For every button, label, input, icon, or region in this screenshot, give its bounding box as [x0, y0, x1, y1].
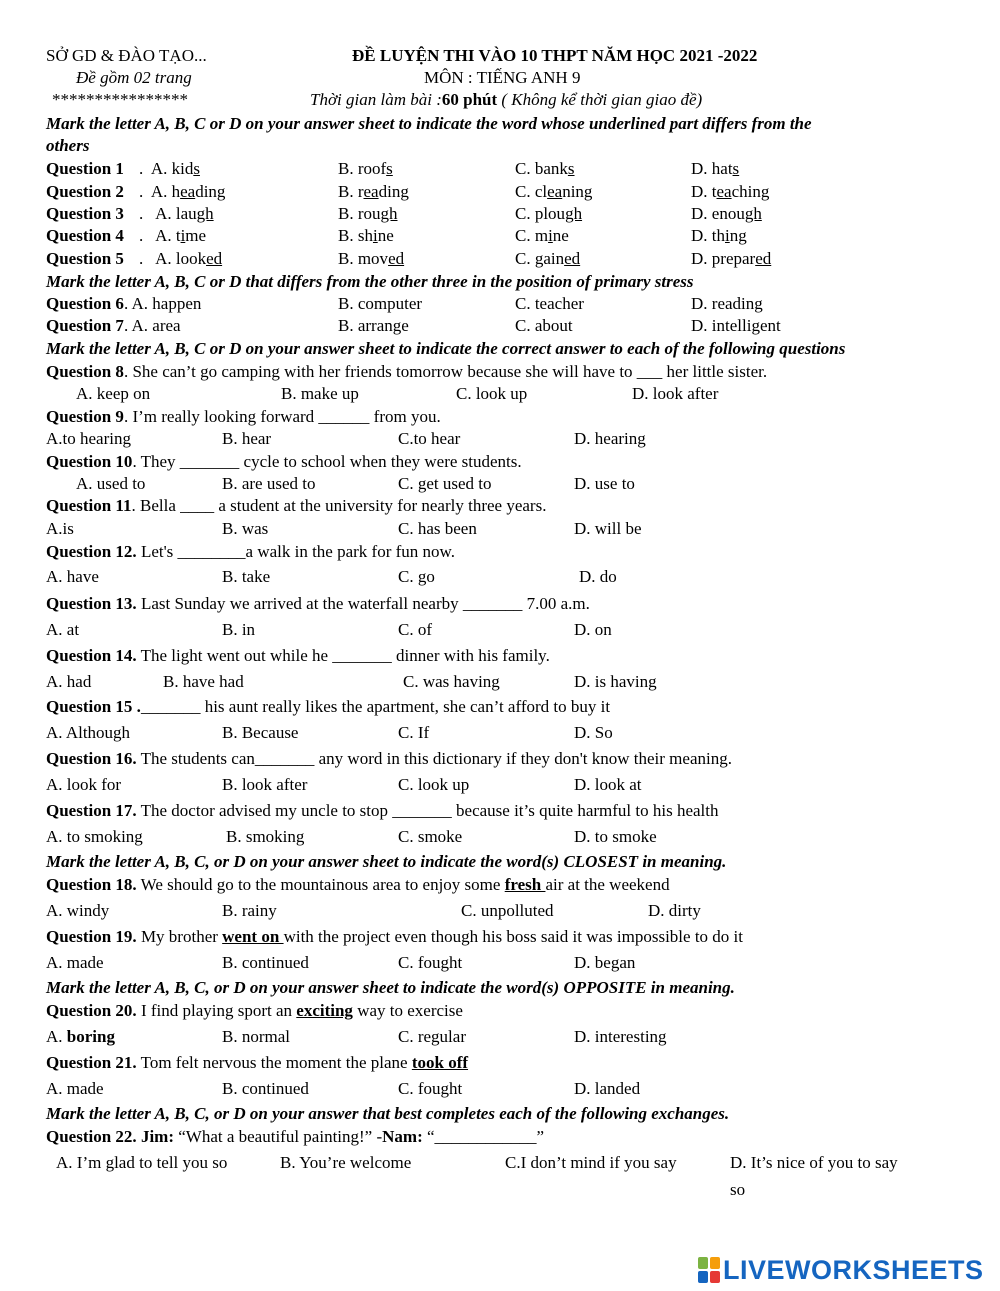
header-pages: Đề gồm 02 trang — [76, 68, 192, 87]
question-14-option-a[interactable]: A. had — [46, 672, 92, 691]
question-9-option-d[interactable]: D. hearing — [574, 429, 646, 448]
question-21-option-d[interactable]: D. landed — [574, 1079, 641, 1098]
question-17-stem: Question 17. The doctor advised my uncle to stop _______ because it’s quite harmful to his health — [46, 801, 719, 820]
question-20-option-c[interactable]: C. regular — [398, 1027, 466, 1046]
question-17-option-d[interactable]: D. to smoke — [574, 827, 657, 846]
question-7-option-b[interactable]: B. arrange — [338, 316, 409, 335]
question-10-option-b[interactable]: B. are used to — [222, 474, 316, 493]
question-10-option-c[interactable]: C. get used to — [398, 474, 492, 493]
question-4-option-d[interactable]: D. thing — [691, 226, 747, 245]
question-8-option-b[interactable]: B. make up — [281, 384, 359, 403]
question-1-option-a[interactable]: . A. kids — [139, 159, 200, 178]
question-15-stem: Question 15 ._______ his aunt really likes the apartment, she can’t afford to buy it — [46, 697, 611, 716]
question-9-option-c[interactable]: C.to hear — [398, 429, 461, 448]
question-11-option-d[interactable]: D. will be — [574, 519, 642, 538]
question-1-option-b[interactable]: B. roofs — [338, 159, 393, 178]
exam-title: ĐỀ LUYỆN THI VÀO 10 THPT NĂM HỌC 2021 -2022 — [352, 46, 758, 65]
question-16-stem: Question 16. The students can_______ any word in this dictionary if they don't know their meaning. — [46, 749, 732, 768]
question-22-option-b[interactable]: B. You’re welcome — [280, 1153, 412, 1172]
question-1-label: Question 1 — [46, 159, 124, 178]
question-11-option-b[interactable]: B. was — [222, 519, 269, 538]
question-8-option-a[interactable]: A. keep on — [76, 384, 151, 403]
question-7-option-d[interactable]: D. intelligent — [691, 316, 781, 335]
question-17-option-b[interactable]: B. smoking — [226, 827, 305, 846]
question-18-keyword: fresh — [504, 875, 546, 894]
question-12-option-a[interactable]: A. have — [46, 567, 99, 586]
question-19-keyword: went on — [222, 927, 284, 946]
question-22-option-a[interactable]: A. I’m glad to tell you so — [56, 1153, 228, 1172]
question-11-stem: Question 11. Bella ____ a student at the university for nearly three years. — [46, 496, 547, 515]
question-3-option-c[interactable]: C. plough — [515, 204, 583, 223]
question-22-option-d-cont[interactable]: so — [730, 1180, 746, 1199]
section-2-instruction: Mark the letter A, B, C or D that differs from the other three in the position of primary stress — [46, 272, 694, 291]
question-1-option-d[interactable]: D. hats — [691, 159, 740, 178]
question-22-stem: Question 22. Jim: “What a beautiful painting!” -Nam: “____________” — [46, 1127, 545, 1146]
question-20-option-a[interactable]: A. boring — [46, 1027, 115, 1046]
question-10-option-d[interactable]: D. use to — [574, 474, 635, 493]
question-12-option-d[interactable]: D. do — [579, 567, 617, 586]
question-14-stem: Question 14. The light went out while he _______ dinner with his family. — [46, 646, 550, 665]
question-21-option-c[interactable]: C. fought — [398, 1079, 463, 1098]
question-2-option-c[interactable]: C. cleaning — [515, 182, 593, 201]
header-dept: SỞ GD & ĐÀO TẠO... — [46, 46, 207, 65]
question-3-option-b[interactable]: B. rough — [338, 204, 398, 223]
question-10-stem: Question 10. They _______ cycle to school when they were students. — [46, 452, 522, 471]
question-5-option-b[interactable]: B. moved — [338, 249, 405, 268]
question-9-option-b[interactable]: B. hear — [222, 429, 272, 448]
question-12-stem: Question 12. Let's ________a walk in the park for fun now. — [46, 542, 455, 561]
question-8-stem: Question 8. She can’t go camping with her friends tomorrow because she will have to ___ her little sister. — [46, 362, 768, 381]
question-11-option-c[interactable]: C. has been — [398, 519, 477, 538]
question-19-stem: Question 19. My brother went on with the project even though his boss said it was impossible to do it — [46, 927, 743, 946]
question-3-option-d[interactable]: D. enough — [691, 204, 762, 223]
question-20-keyword: exciting — [296, 1001, 353, 1020]
question-15-option-a[interactable]: A. Although — [46, 723, 131, 742]
question-13-stem: Question 13. Last Sunday we arrived at the waterfall nearby _______ 7.00 a.m. — [46, 594, 590, 613]
question-20-stem: Question 20. I find playing sport an exciting way to exercise — [46, 1001, 463, 1020]
question-18-option-b[interactable]: B. rainy — [222, 901, 277, 920]
section-1-instruction: Mark the letter A, B, C or D on your answer sheet to indicate the word whose underlined part differs from the — [46, 114, 812, 133]
question-19-option-a[interactable]: A. made — [46, 953, 104, 972]
question-17-option-c[interactable]: C. smoke — [398, 827, 463, 846]
question-3-label: Question 3 — [46, 204, 124, 223]
question-6-option-b[interactable]: B. computer — [338, 294, 423, 313]
question-13-option-c[interactable]: C. of — [398, 620, 432, 639]
question-17-option-a[interactable]: A. to smoking — [46, 827, 143, 846]
question-18-option-c[interactable]: C. unpolluted — [461, 901, 554, 920]
question-18-option-d[interactable]: D. dirty — [648, 901, 701, 920]
question-18-option-a[interactable]: A. windy — [46, 901, 110, 920]
liveworksheets-logo-icon — [698, 1257, 720, 1283]
question-20-option-d[interactable]: D. interesting — [574, 1027, 667, 1046]
question-14-option-b[interactable]: B. have had — [163, 672, 244, 691]
question-21-stem: Question 21. Tom felt nervous the moment the plane took off — [46, 1053, 469, 1072]
question-2-label: Question 2 — [46, 182, 124, 201]
question-4-label: Question 4 — [46, 226, 124, 245]
question-13-option-d[interactable]: D. on — [574, 620, 612, 639]
question-16-option-d[interactable]: D. look at — [574, 775, 642, 794]
section-1-instruction-cont: others — [46, 136, 90, 155]
question-5-option-a[interactable]: . A. looked — [139, 249, 223, 268]
question-5-option-c[interactable]: C. gained — [515, 249, 581, 268]
liveworksheets-logo-text: LIVEWORKSHEETS — [723, 1254, 984, 1285]
question-15-option-d[interactable]: D. So — [574, 723, 613, 742]
question-15-option-b[interactable]: B. Because — [222, 723, 299, 742]
question-6: Question 6. A. happen — [46, 294, 202, 313]
question-22-option-c[interactable]: C.I don’t mind if you say — [505, 1153, 677, 1172]
question-7-option-c[interactable]: C. about — [515, 316, 573, 335]
question-4-option-c[interactable]: C. mine — [515, 226, 569, 245]
question-1-option-c[interactable]: C. banks — [515, 159, 575, 178]
question-12-option-b[interactable]: B. take — [222, 567, 271, 586]
question-19-option-b[interactable]: B. continued — [222, 953, 309, 972]
question-19-option-c[interactable]: C. fought — [398, 953, 463, 972]
question-22-option-d[interactable]: D. It’s nice of you to say — [730, 1153, 898, 1172]
question-6-option-d[interactable]: D. reading — [691, 294, 763, 313]
question-14-option-c[interactable]: C. was having — [403, 672, 500, 691]
question-21-keyword: took off — [411, 1053, 469, 1072]
liveworksheets-logo[interactable] — [698, 1255, 984, 1285]
question-7: Question 7. A. area — [46, 316, 181, 335]
question-13-option-a[interactable]: A. at — [46, 620, 80, 639]
section-3-instruction: Mark the letter A, B, C or D on your answer sheet to indicate the correct answer to each of the following questions — [46, 339, 846, 358]
question-3-option-a[interactable]: . A. laugh — [139, 204, 214, 223]
question-6-option-c[interactable]: C. teacher — [515, 294, 584, 313]
question-8-option-c[interactable]: C. look up — [456, 384, 528, 403]
exam-time: Thời gian làm bài :60 phút ( Không kể thời gian giao đề) — [310, 90, 703, 109]
question-4-option-b[interactable]: B. shine — [338, 226, 394, 245]
question-16-option-b[interactable]: B. look after — [222, 775, 308, 794]
question-2-option-b[interactable]: B. reading — [338, 182, 409, 201]
question-13-option-b[interactable]: B. in — [222, 620, 256, 639]
question-21-option-b[interactable]: B. continued — [222, 1079, 309, 1098]
question-4-option-a[interactable]: . A. time — [139, 226, 207, 245]
question-5-label: Question 5 — [46, 249, 124, 268]
question-21-option-a[interactable]: A. made — [46, 1079, 104, 1098]
question-2-option-d[interactable]: D. teaching — [691, 182, 770, 201]
question-15-option-c[interactable]: C. If — [398, 723, 430, 742]
question-9-option-a[interactable]: A.to hearing — [46, 429, 131, 448]
section-5-instruction: Mark the letter A, B, C, or D on your answer sheet to indicate the word(s) OPPOSITE in meaning. — [46, 978, 735, 997]
question-12-option-c[interactable]: C. go — [398, 567, 435, 586]
question-19-option-d[interactable]: D. began — [574, 953, 636, 972]
question-9-stem: Question 9. I’m really looking forward ______ from you. — [46, 407, 441, 426]
question-16-option-a[interactable]: A. look for — [46, 775, 122, 794]
question-2-option-a[interactable]: . A. heading — [139, 182, 226, 201]
question-11-option-a[interactable]: A.is — [46, 519, 74, 538]
section-6-instruction: Mark the letter A, B, C, or D on your answer that best completes each of the following exchanges. — [46, 1104, 730, 1123]
question-10-option-a[interactable]: A. used to — [76, 474, 146, 493]
exam-subject: MÔN : TIẾNG ANH 9 — [424, 68, 581, 87]
question-16-option-c[interactable]: C. look up — [398, 775, 470, 794]
question-18-stem: Question 18. We should go to the mountainous area to enjoy some fresh air at the weekend — [46, 875, 670, 894]
question-20-option-b[interactable]: B. normal — [222, 1027, 290, 1046]
question-5-option-d[interactable]: D. prepared — [691, 249, 772, 268]
section-4-instruction: Mark the letter A, B, C, or D on your answer sheet to indicate the word(s) CLOSEST in meaning. — [46, 852, 727, 871]
question-14-option-d[interactable]: D. is having — [574, 672, 657, 691]
header-stars: **************** — [52, 90, 188, 109]
question-8-option-d[interactable]: D. look after — [632, 384, 719, 403]
